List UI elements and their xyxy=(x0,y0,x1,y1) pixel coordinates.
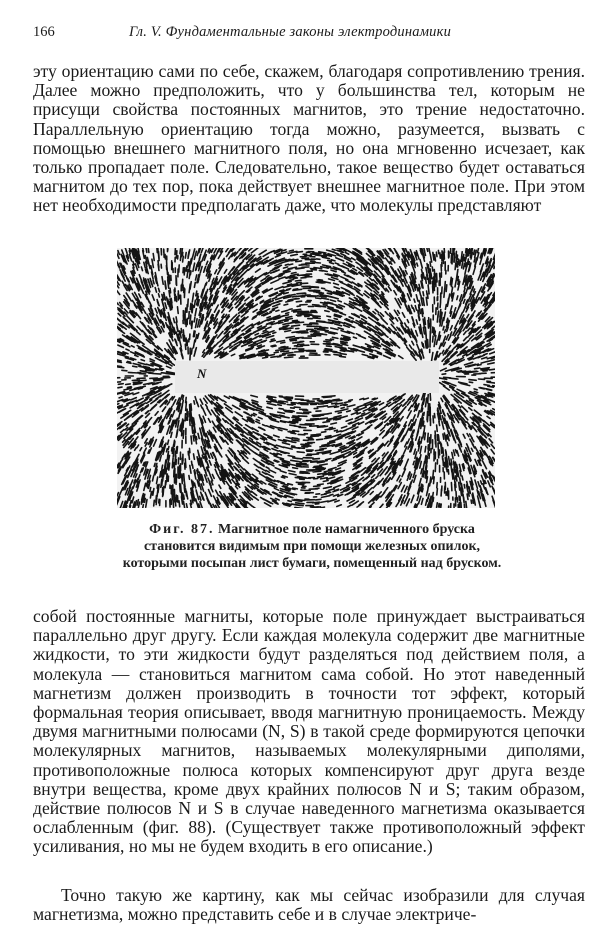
paragraph-1: эту ориентацию сами по себе, скажем, благодаря сопротивлению трения. Далее можно предположить, что у большинства тел, которым не присущи свойства постоянных магнитов, это трение недостаточно. Параллельную ориентацию тогда можно, разумеется, вызвать с помощью внешнего магнитного поля, но она мгновенно исчезает, как только пропадает поле. Следовательно, такое вещество будет оставаться магнитом до тех пор, пока действует внешнее магнитное поле. При этом нет необходимости предполагать даже, что молекулы представляют xyxy=(33,61,585,216)
figure-caption xyxy=(118,521,506,572)
figure-caption-text: Магнитное поле намагниченного бруска становится видимым при помощи железных опилок, которыми посыпан лист бумаги, помещенный над бруском. xyxy=(122,522,502,571)
paragraph-2: собой постоянные магниты, которые поле принуждает выстраиваться параллельно друг другу. Если каждая молекула содержит две магнитные жидкости, то эти жидкости будут разделяться под действием поля, а молекула — становиться магнитом сама собой. Но этот наведенный магнетизм должен производить в точности тот эффект, который формальная теория описывает, вводя магнитную проницаемость. Между двумя магнитными полюсами (N, S) в такой среде формируются цепочки молекулярных магнитов, называемых молекулярными диполями, противоположные полюса которых компенсируют друг друга везде внутри вещества, кроме двух крайних полюсов N и S; таким образом, действие полюсов N и S в случае наведенного магнетизма оказывается ослабленным (фиг. 88). (Существует также противоположный эффект усиливания, но мы не будем входить в его описание.) xyxy=(33,606,585,857)
figure-label: Фиг. 87. xyxy=(149,522,215,537)
iron-filings-image xyxy=(117,248,495,508)
figure-87-iron-filings xyxy=(117,248,495,508)
paragraph-3: Точно такую же картину, как мы сейчас изобразили для случая магнетизма, можно представить себе и в случае электриче- xyxy=(33,885,585,925)
running-title: Гл. V. Фундаментальные законы электродинамики xyxy=(129,24,452,40)
bar-magnet xyxy=(175,361,439,393)
page-header xyxy=(33,24,585,44)
page-number: 166 xyxy=(33,24,55,40)
pole-label-n: N xyxy=(197,366,207,381)
